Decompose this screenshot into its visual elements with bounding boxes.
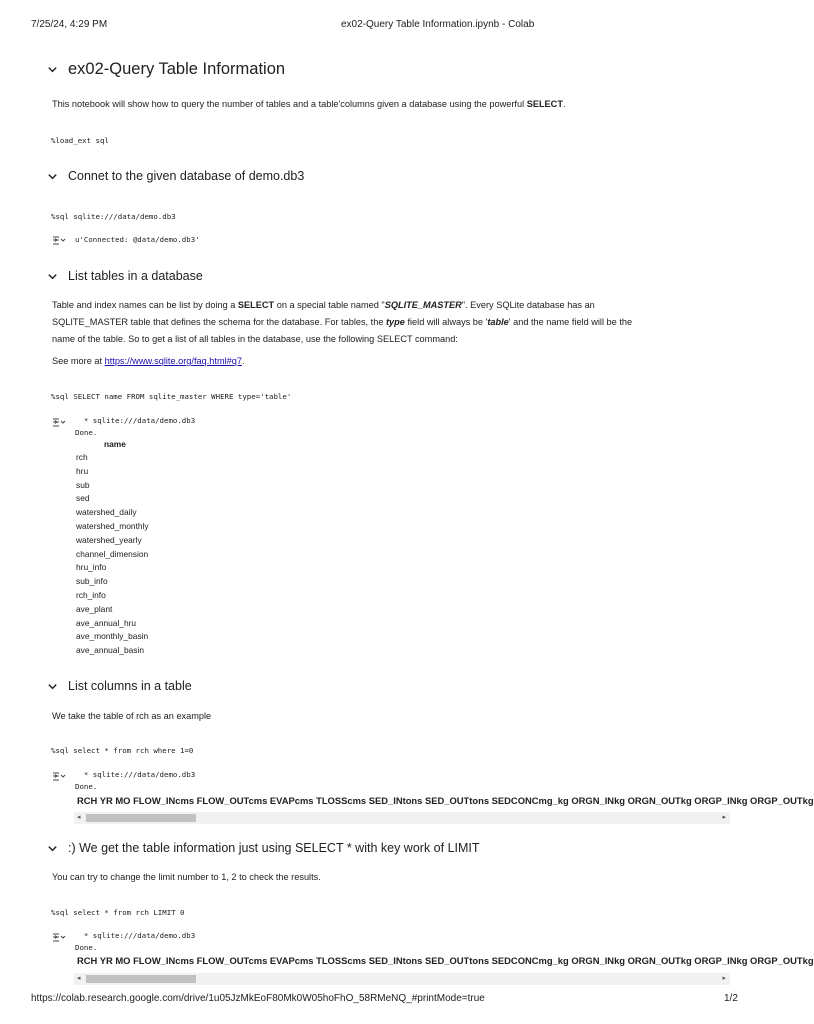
sqlite-faq-link[interactable]: https://www.sqlite.org/faq.html#q7 [104, 356, 242, 366]
notebook-title: ex02-Query Table Information [68, 60, 286, 78]
tables-result [76, 438, 149, 658]
code-cell-load-ext[interactable]: %load_ext sql [51, 136, 109, 145]
code-cell-list-tables[interactable]: %sql SELECT name FROM sqlite_master WHERE type='table' [51, 392, 292, 401]
columns-header: RCH YR MO FLOW_INcms FLOW_OUTcms EVAPcms TLOSScms SED_INtons SED_OUTtons SEDCONCmg_kg ORGN_INkg ORGN_OUTkg ORGP_INkg ORGP_OUTkg [77, 955, 814, 966]
output-limit: * sqlite:///data/demo.db3 Done. [75, 931, 196, 952]
scroll-left-icon[interactable]: ◂ [77, 814, 81, 821]
chevron-down-icon[interactable] [44, 168, 60, 184]
section-heading: :) We get the table information just using SELECT * with key work of LIMIT [68, 841, 480, 855]
table-header: name [104, 439, 126, 449]
table-row: rch [76, 452, 88, 462]
print-datetime: 7/25/24, 4:29 PM [31, 19, 108, 30]
output-list-tables: * sqlite:///data/demo.db3 Done. [75, 416, 196, 437]
list-tables-text: Table and index names can be list by doing a SELECT on a special table named "SQLITE_MASTER". Every SQLite database has an SQLITE_MASTER table that defines the schema for the database. For tables, the type field will always be 'table' and the name field will be the name of the table. So to get a list of all tables in the database, use the following SELECT command: [52, 300, 633, 344]
table-row: channel_dimension [76, 548, 149, 559]
scrollbar-thumb[interactable] [86, 814, 196, 822]
section-heading: List tables in a database [68, 269, 203, 283]
code-cell-connect[interactable]: %sql sqlite:///data/demo.db3 [51, 212, 176, 221]
table-row: watershed_yearly [76, 534, 142, 545]
scroll-right-icon[interactable]: ▸ [722, 975, 726, 982]
chevron-down-icon[interactable] [44, 840, 60, 856]
table-row: rch_info [76, 589, 106, 600]
print-title: ex02-Query Table Information.ipynb - Colab [341, 19, 535, 30]
limit-text: You can try to change the limit number to 1, 2 to check the results. [52, 872, 321, 882]
section-limit[interactable] [44, 840, 480, 856]
table-row: ave_plant [76, 603, 113, 614]
notebook-title-section[interactable] [44, 60, 285, 79]
scrollbar-thumb[interactable] [86, 975, 196, 983]
list-columns-text: We take the table of rch as an example [52, 711, 212, 721]
section-heading: List columns in a table [68, 679, 192, 693]
print-url: https://colab.research.google.com/drive/1u05JzMkEoF80Mk0W05hoFhO_58RMeNQ_#printMode=true [31, 993, 485, 1004]
table-row: watershed_monthly [76, 520, 149, 531]
print-page-number: 1/2 [724, 993, 738, 1004]
intro-text: This notebook will show how to query the number of tables and a table'columns given a database using the powerful SELECT. [52, 99, 566, 109]
section-list-tables[interactable] [44, 268, 203, 284]
chevron-down-icon[interactable] [44, 678, 60, 694]
output-connect: u'Connected: @data/demo.db3' [75, 235, 200, 244]
table-row: ave_annual_basin [76, 645, 144, 656]
chevron-down-icon[interactable] [44, 62, 60, 78]
table-row: watershed_daily [76, 507, 137, 518]
horizontal-scrollbar[interactable] [74, 973, 730, 985]
horizontal-scrollbar[interactable] [74, 812, 730, 824]
columns-header: RCH YR MO FLOW_INcms FLOW_OUTcms EVAPcms TLOSScms SED_INtons SED_OUTtons SEDCONCmg_kg ORGN_INkg ORGN_OUTkg ORGP_INkg ORGP_OUTkg [77, 795, 814, 806]
output-toggle-icon[interactable] [52, 931, 66, 943]
code-cell-limit[interactable]: %sql select * from rch LIMIT 0 [51, 908, 185, 917]
output-toggle-icon[interactable] [52, 416, 66, 428]
output-toggle-icon[interactable] [52, 770, 66, 782]
scroll-left-icon[interactable]: ◂ [77, 975, 81, 982]
output-toggle-icon[interactable] [52, 234, 66, 246]
table-row: ave_annual_hru [76, 617, 137, 628]
table-row: sub [76, 479, 90, 490]
section-list-columns[interactable] [44, 678, 192, 694]
section-heading: Connet to the given database of demo.db3 [68, 169, 305, 183]
table-row: sub_info [76, 576, 108, 587]
chevron-down-icon[interactable] [44, 268, 60, 284]
section-connect[interactable] [44, 168, 304, 184]
table-row: sed [76, 493, 90, 504]
table-row: hru [76, 465, 89, 476]
see-more-text: See more at https://www.sqlite.org/faq.html#q7. [52, 356, 245, 366]
scroll-right-icon[interactable]: ▸ [722, 814, 726, 821]
table-row: ave_monthly_basin [76, 631, 149, 642]
code-cell-columns[interactable]: %sql select * from rch where 1=0 [51, 746, 194, 755]
table-row: hru_info [76, 562, 107, 573]
output-columns: * sqlite:///data/demo.db3 Done. [75, 770, 196, 791]
